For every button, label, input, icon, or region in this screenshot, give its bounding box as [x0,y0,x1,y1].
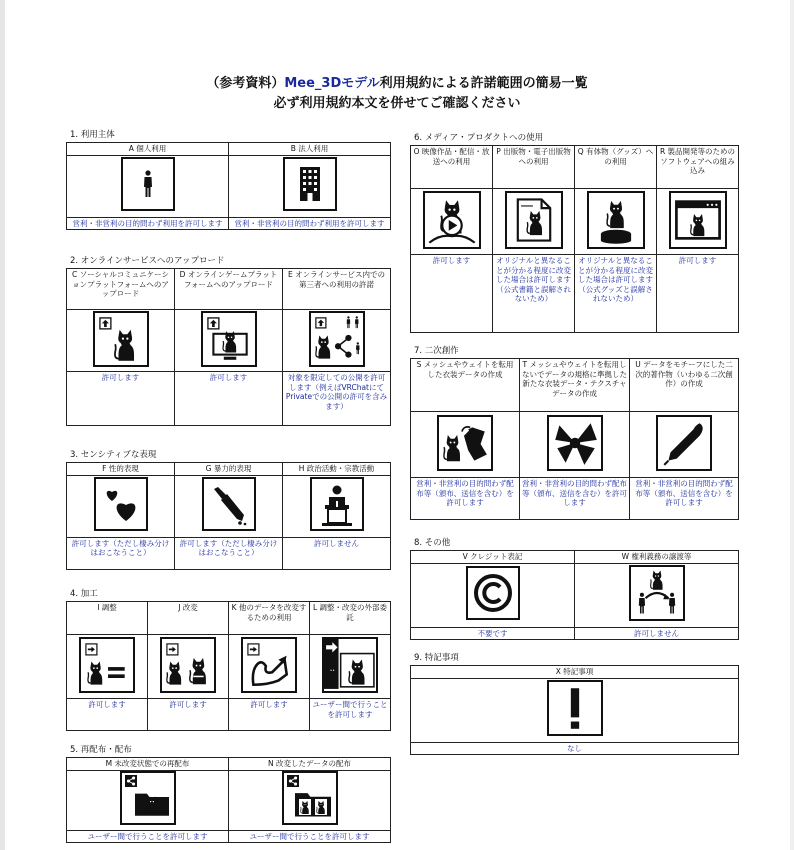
section-title: 1. 利用主体 [70,130,115,140]
permission-note: オリジナルと異なることが分かる程度に改変した場合は許可します（公式書籍と誤解されないため） [493,255,575,333]
section-special-notes [410,651,739,755]
col-header: R 製品開発等のためのソフトウェアへの組み込み [657,146,739,189]
col-header: C ソーシャルコミュニケーションプラットフォームへのアップロード [67,269,175,310]
permission-note: 営利・非営利の目的問わず配布等（頒布、送信を含む）を許可します [520,478,630,520]
permission-note: 許可します [67,372,175,426]
col-header: I 調整 [67,602,148,635]
permission-note: 許可します [148,699,229,731]
page-edge-right [790,0,794,850]
section-title: 6. メディア・プロダクトへの使用 [414,133,544,143]
building-icon [283,157,337,211]
col-header: U データをモチーフにした二次的著作物（いわゆる二次創作）の作成 [630,359,739,412]
modify-icon [160,637,216,693]
section-title: 9. 特記事項 [414,653,459,663]
col-header: Q 有体物（グッズ）への利用 [575,146,657,189]
section-sensitive-expression [66,448,391,570]
permission-note: ユーザー間で行うことを許可します [229,830,391,843]
permission-note: ユーザー間で行うことを許可します [310,699,391,731]
permission-note: 営利・非営利の目的問わず利用を許可します [67,217,229,230]
permission-note: 営利・非営利の目的問わず配布等（頒布、送信を含む）を許可します [411,478,520,520]
section-online-upload [66,254,391,426]
section-derivative-works [410,344,739,520]
col-header: J 改変 [148,602,229,635]
col-header: P 出版物・電子出版物への利用 [493,146,575,189]
permission-note: 許可します [411,255,493,333]
permission-note: オリジナルと異なることが分かる程度に改変した場合は許可します（公式グッズと誤解されないため） [575,255,657,333]
person-icon [121,157,175,211]
col-header: K 他のデータを改変するための利用 [229,602,310,635]
col-header: H 政治活動・宗教活動 [283,463,391,476]
permission-note: 不要です [411,627,575,640]
podium-icon [310,477,364,531]
page-title [0,72,794,91]
col-header: T メッシュやウェイトを転用しないでデータの規格に準拠した新たな衣装データ・テクスチャデータの作成 [520,359,630,412]
page-subtitle: 必ず利用規約本文を併せてご確認ください [273,96,521,111]
col-header: E オンラインサービス内での第三者への利用の許諾 [283,269,391,310]
col-header: B 法人利用 [229,143,391,156]
permission-note: 対象を限定しての公開を許可します（例えばVRChatにてPrivateでの公開の許可を含みます） [283,372,391,426]
document-icon [505,191,563,249]
col-header: O 映像作品・配信・放送への利用 [411,146,493,189]
permission-note: 許可します [175,372,283,426]
permission-note: 許可しません [283,537,391,569]
title-rest: 利用規約による許諾範囲の簡易一覧 [379,76,588,91]
section-title: 8. その他 [414,538,451,548]
title-brand: Mee_3Dモデル [284,76,380,91]
video-icon [423,191,481,249]
hearts-icon [94,477,148,531]
title-prefix: （参考資料） [206,76,285,91]
permission-note: 許可しません [575,627,739,640]
ribbon-icon [547,415,603,471]
permission-note: 許可します [657,255,739,333]
section-processing [66,587,391,731]
permission-note: ユーザー間で行うことを許可します [67,830,229,843]
section-title: 5. 再配布・配布 [70,745,132,755]
section-media-products [410,131,739,333]
col-header: N 改変したデータの配布 [229,758,391,771]
upload-cat-monitor-icon [201,311,257,367]
section-title: 3. センシティブな表現 [70,450,157,460]
page-edge-left [0,0,5,850]
section-title: 4. 加工 [70,589,98,599]
section-title: 7. 二次創作 [414,346,459,356]
col-header: D オンラインゲームプラットフォームへのアップロード [175,269,283,310]
upload-cat-icon [93,311,149,367]
upload-share-icon [309,311,365,367]
section-redistribution [66,743,391,843]
col-header: W 権利義務の譲渡等 [575,551,739,564]
col-header: F 性的表現 [67,463,175,476]
pen-icon [656,415,712,471]
permission-note: 許可します [67,699,148,731]
section-other [410,536,739,640]
copyright-icon [466,566,520,620]
exclamation-icon [547,680,603,736]
outsource-icon [322,637,378,693]
col-header: X 特記事項 [411,666,739,679]
section-usage-subject [66,128,391,230]
cat-ribbon-icon [437,415,493,471]
col-header: M 未改変状態での再配布 [67,758,229,771]
share-folder-modified-icon [282,771,338,825]
col-header: L 調整・改変の外部委託 [310,602,391,635]
section-title: 2. オンラインサービスへのアップロード [70,256,225,266]
permission-note: 営利・非営利の目的問わず利用を許可します [229,217,391,230]
share-folder-icon [120,771,176,825]
permission-note: 許可します（ただし棲み分けはおこなうこと） [67,537,175,569]
permission-note: 許可します [229,699,310,731]
figure-icon [587,191,645,249]
software-icon [669,191,727,249]
col-header: S メッシュやウェイトを転用した衣装データの作成 [411,359,520,412]
permission-note: なし [411,742,739,755]
knife-icon [202,477,256,531]
permission-note: 営利・非営利の目的問わず配布等（頒布、送信を含む）を許可します [630,478,739,520]
transform-icon [241,637,297,693]
col-header: G 暴力的表現 [175,463,283,476]
permission-note: 許可します（ただし棲み分けはおこなうこと） [175,537,283,569]
adjust-icon [79,637,135,693]
col-header: V クレジット表記 [411,551,575,564]
transfer-icon [629,565,685,621]
col-header: A 個人利用 [67,143,229,156]
